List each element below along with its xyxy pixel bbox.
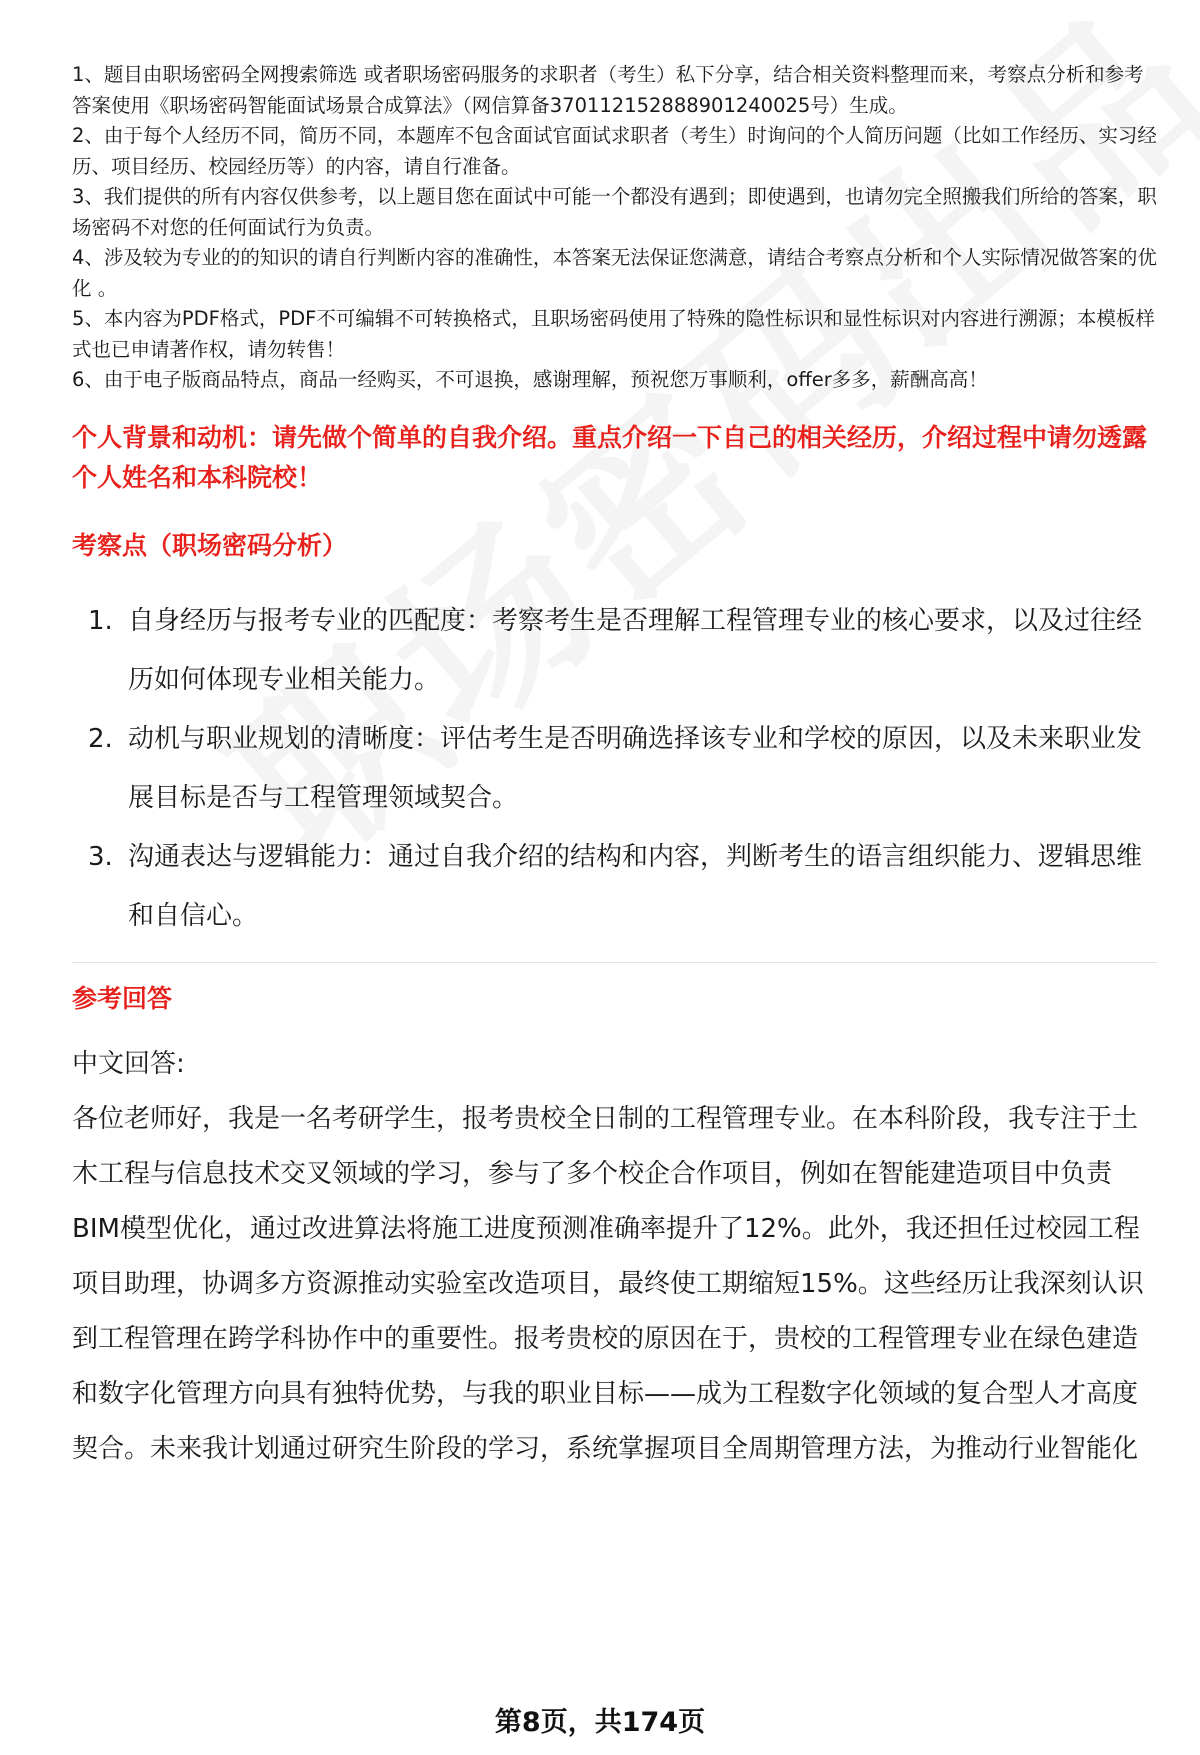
disclaimer-item: 1、题目由职场密码全网搜索筛选 或者职场密码服务的求职者（考生）私下分享，结合相关资料整理而来，考察点分析和参考答案使用《职场密码智能面试场景合成算法》（网信算备370112152888901240025号）生成。	[72, 63, 1144, 117]
point-text: 沟通表达与逻辑能力：通过自我介绍的结构和内容，判断考生的语言组织能力、逻辑思维和自信心。	[128, 841, 1143, 931]
point-number: 2.	[88, 723, 113, 754]
analysis-point	[72, 828, 1157, 946]
point-text: 自身经历与报考专业的匹配度：考察考生是否理解工程管理专业的核心要求，以及过往经历如何体现专业相关能力。	[128, 605, 1143, 695]
point-number: 3.	[88, 841, 113, 872]
page-footer: 第8页，共174页	[494, 1707, 706, 1738]
disclaimer-item: 4、涉及较为专业的的知识的请自行判断内容的准确性，本答案无法保证您满意，请结合考察点分析和个人实际情况做答案的优化 。	[72, 246, 1157, 300]
answer-block	[72, 1037, 1157, 1477]
analysis-heading: 考察点（职场密码分析）	[72, 530, 348, 560]
point-number: 1.	[88, 605, 113, 636]
analysis-list	[72, 592, 1157, 946]
point-text: 动机与职业规划的清晰度：评估考生是否明确选择该专业和学校的原因，以及未来职业发展目标是否与工程管理领域契合。	[128, 723, 1143, 813]
answer-heading: 参考回答	[72, 983, 173, 1013]
analysis-point	[72, 710, 1157, 828]
disclaimer-block	[72, 60, 1157, 396]
disclaimer-item: 6、由于电子版商品特点，商品一经购买，不可退换，感谢理解，预祝您万事顺利，offer多多，薪酬高高！	[72, 368, 988, 391]
interview-question: 个人背景和动机：请先做个简单的自我介绍。重点介绍一下自己的相关经历，介绍过程中请勿透露个人姓名和本科院校！	[72, 422, 1148, 492]
page-content	[72, 60, 1157, 1477]
analysis-point	[72, 592, 1157, 710]
answer-label: 中文回答:	[72, 1048, 185, 1079]
disclaimer-item: 5、本内容为PDF格式，PDF不可编辑不可转换格式，且职场密码使用了特殊的隐性标识和显性标识对内容进行溯源；本模板样式也已申请著作权，请勿转售！	[72, 307, 1155, 361]
disclaimer-item: 2、由于每个人经历不同，简历不同，本题库不包含面试官面试求职者（考生）时询问的个人简历问题（比如工作经历、实习经历、项目经历、校园经历等）的内容，请自行准备。	[72, 124, 1157, 178]
section-divider	[72, 962, 1157, 963]
answer-text: 各位老师好，我是一名考研学生，报考贵校全日制的工程管理专业。在本科阶段，我专注于土木工程与信息技术交叉领域的学习，参与了多个校企合作项目，例如在智能建造项目中负责BIM模型优化，通过改进算法将施工进度预测准确率提升了12%。此外，我还担任过校园工程项目助理，协调多方资源推动实验室改造项目，最终使工期缩短15%。这些经历让我深刻认识到工程管理在跨学科协作中的重要性。报考贵校的原因在于，贵校的工程管理专业在绿色建造和数字化管理方向具有独特优势，与我的职业目标——成为工程数字化领域的复合型人才高度契合。未来我计划通过研究生阶段的学习，系统掌握项目全周期管理方法，为推动行业智能化	[72, 1103, 1144, 1464]
disclaimer-item: 3、我们提供的所有内容仅供参考，以上题目您在面试中可能一个都没有遇到；即使遇到，也请勿完全照搬我们所给的答案，职场密码不对您的任何面试行为负责。	[72, 185, 1157, 239]
